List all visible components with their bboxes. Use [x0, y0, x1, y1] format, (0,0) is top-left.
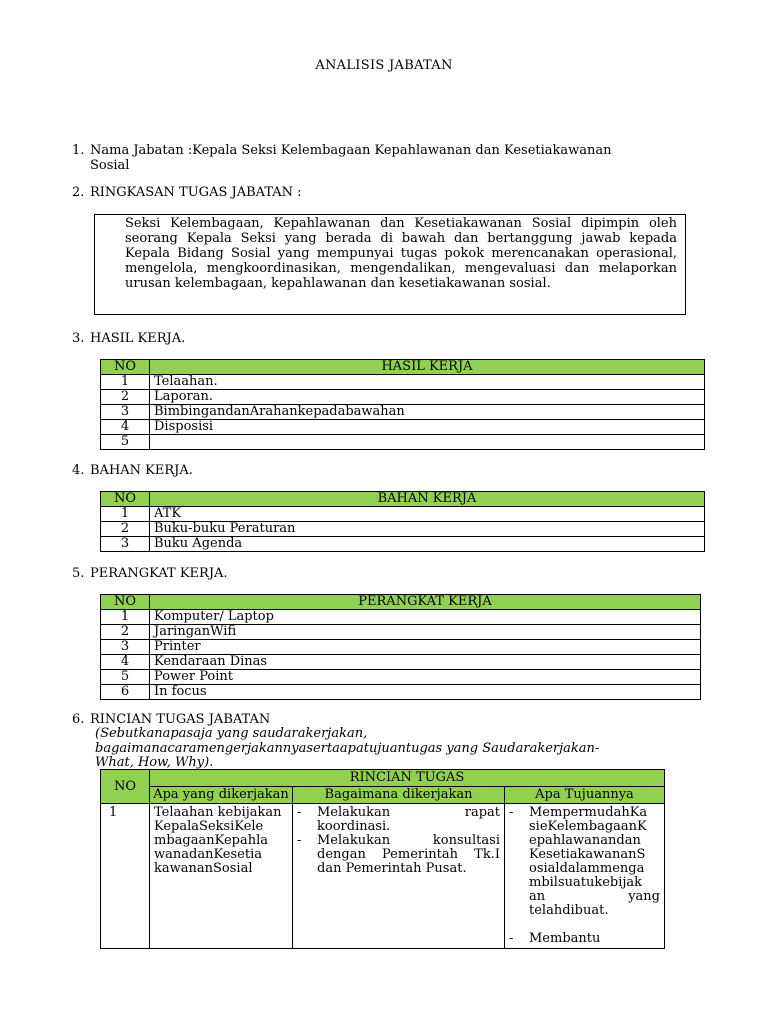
table-row: [101, 420, 705, 435]
column-header-perangkat-kerja: PERANGKAT KERJA: [150, 595, 701, 610]
row-number: 1: [101, 610, 150, 625]
section-4-heading: [72, 463, 193, 478]
instruction-note-line-2: bagaimanacaramengerjakannyasertaapatujuantugas yang Saudarakerjakan-: [95, 741, 600, 756]
table-row: [101, 390, 705, 405]
column-header-bahan-kerja: BAHAN KERJA: [150, 492, 705, 507]
apa-tujuannya-cell: [505, 804, 665, 949]
column-header-no: NO: [101, 770, 150, 804]
section-number: 6.: [72, 712, 85, 727]
row-number: 1: [101, 804, 150, 949]
row-number: 5: [101, 670, 150, 685]
row-value: In focus: [150, 685, 701, 700]
section-2-heading: [72, 185, 302, 200]
instruction-note-line-3: What, How, Why).: [95, 755, 214, 770]
table-row: [101, 670, 701, 685]
ringkasan-tugas-box: Seksi Kelembagaan, Kepahlawanan dan Kesetiakawanan Sosial dipimpin oleh seorang Kepala Seksi yang berada di bawah dan bertanggung jawab kepada Kepala Bidang Sosial yang mempunyai tugas pokok merencanakan operasional, mengelola, mengkoordinasikan, mengendalikan, mengevaluasi dan melaporkan urusan kelembagaan, kepahlawanan dan kesetiakawanan sosial.: [94, 214, 686, 315]
column-header-hasil-kerja: HASIL KERJA: [150, 360, 705, 375]
column-header-no: NO: [101, 492, 150, 507]
row-number: 5: [101, 435, 150, 450]
list-item: - Membantu: [509, 931, 601, 946]
section-number: 5.: [72, 566, 85, 581]
section-3-heading: [72, 331, 185, 346]
section-number: 2.: [72, 185, 85, 200]
row-number: 3: [101, 405, 150, 420]
row-value: Disposisi: [150, 420, 705, 435]
table-row: [101, 435, 705, 450]
section-number: 4.: [72, 463, 85, 478]
row-value: ATK: [150, 507, 705, 522]
section-label: BAHAN KERJA.: [90, 463, 193, 478]
section-6-heading: [72, 712, 270, 727]
bagaimana-dikerjakan-cell: [293, 804, 505, 949]
row-value: Komputer/ Laptop: [150, 610, 701, 625]
table-row: [101, 625, 701, 640]
table-row: [101, 610, 701, 625]
row-value: Power Point: [150, 670, 701, 685]
list-item: - MempermudahKa sieKelembagaanK epahlawanandan KesetiakawananS osialdalammenga mbilsuatukebijak an yang telahdibuat.: [509, 805, 660, 918]
rincian-tugas-table: [100, 769, 665, 949]
row-number: 4: [101, 420, 150, 435]
row-value: BimbingandanArahankepadabawahan: [150, 405, 705, 420]
table-row: [101, 375, 705, 390]
perangkat-kerja-table: [100, 594, 701, 700]
row-value: Kendaraan Dinas: [150, 655, 701, 670]
section-1-nama-jabatan: [72, 143, 712, 158]
row-value: Laporan.: [150, 390, 705, 405]
list-item: - Melakukan konsultasi dengan Pemerintah Tk.I dan Pemerintah Pusat.: [297, 833, 500, 876]
row-value: Buku-buku Peraturan: [150, 522, 705, 537]
section-number: 1.: [72, 143, 85, 158]
apa-yang-dikerjakan-cell: Telaahan kebijakan KepalaSeksiKele mbagaanKepahla wanadanKesetia kawananSosial: [150, 804, 293, 949]
section-5-heading: [72, 566, 228, 581]
nama-jabatan-text: Nama Jabatan :Kepala Seksi Kelembagaan Kepahlawanan dan Kesetiakawanan: [90, 143, 612, 158]
bahan-kerja-table: [100, 491, 705, 552]
column-header-no: NO: [101, 360, 150, 375]
row-number: 2: [101, 522, 150, 537]
table-row: [101, 537, 705, 552]
row-number: 3: [101, 640, 150, 655]
list-item: - Melakukan rapat koordinasi.: [297, 805, 500, 834]
section-number: 3.: [72, 331, 85, 346]
table-row: [101, 685, 701, 700]
hasil-kerja-table: [100, 359, 705, 450]
section-label: RINCIAN TUGAS JABATAN: [90, 712, 271, 727]
table-row: [101, 655, 701, 670]
row-number: 6: [101, 685, 150, 700]
row-number: 1: [101, 375, 150, 390]
section-label: PERANGKAT KERJA.: [90, 566, 228, 581]
row-number: 2: [101, 625, 150, 640]
instruction-note-line-1: (Sebutkanapasaja yang saudarakerjakan,: [95, 726, 368, 741]
table-row: [101, 804, 665, 949]
row-number: 2: [101, 390, 150, 405]
table-row: [101, 405, 705, 420]
column-header-bagaimana-dikerjakan: Bagaimana dikerjakan: [293, 787, 505, 804]
table-row: [101, 507, 705, 522]
section-label: RINGKASAN TUGAS JABATAN :: [90, 185, 302, 200]
nama-jabatan-continuation: Sosial: [90, 158, 130, 173]
row-number: 3: [101, 537, 150, 552]
column-header-apa-yang-dikerjakan: Apa yang dikerjakan: [150, 787, 293, 804]
table-row: [101, 640, 701, 655]
row-number: 4: [101, 655, 150, 670]
document-title: ANALISIS JABATAN: [315, 58, 453, 73]
row-value: JaringanWifi: [150, 625, 701, 640]
row-value: Buku Agenda: [150, 537, 705, 552]
column-header-apa-tujuannya: Apa Tujuannya: [505, 787, 665, 804]
section-label: HASIL KERJA.: [90, 331, 186, 346]
row-value: [150, 435, 705, 450]
table-row: [101, 522, 705, 537]
column-header-rincian-tugas: RINCIAN TUGAS: [150, 770, 665, 787]
row-value: Telaahan.: [150, 375, 705, 390]
row-value: Printer: [150, 640, 701, 655]
column-header-no: NO: [101, 595, 150, 610]
row-number: 1: [101, 507, 150, 522]
